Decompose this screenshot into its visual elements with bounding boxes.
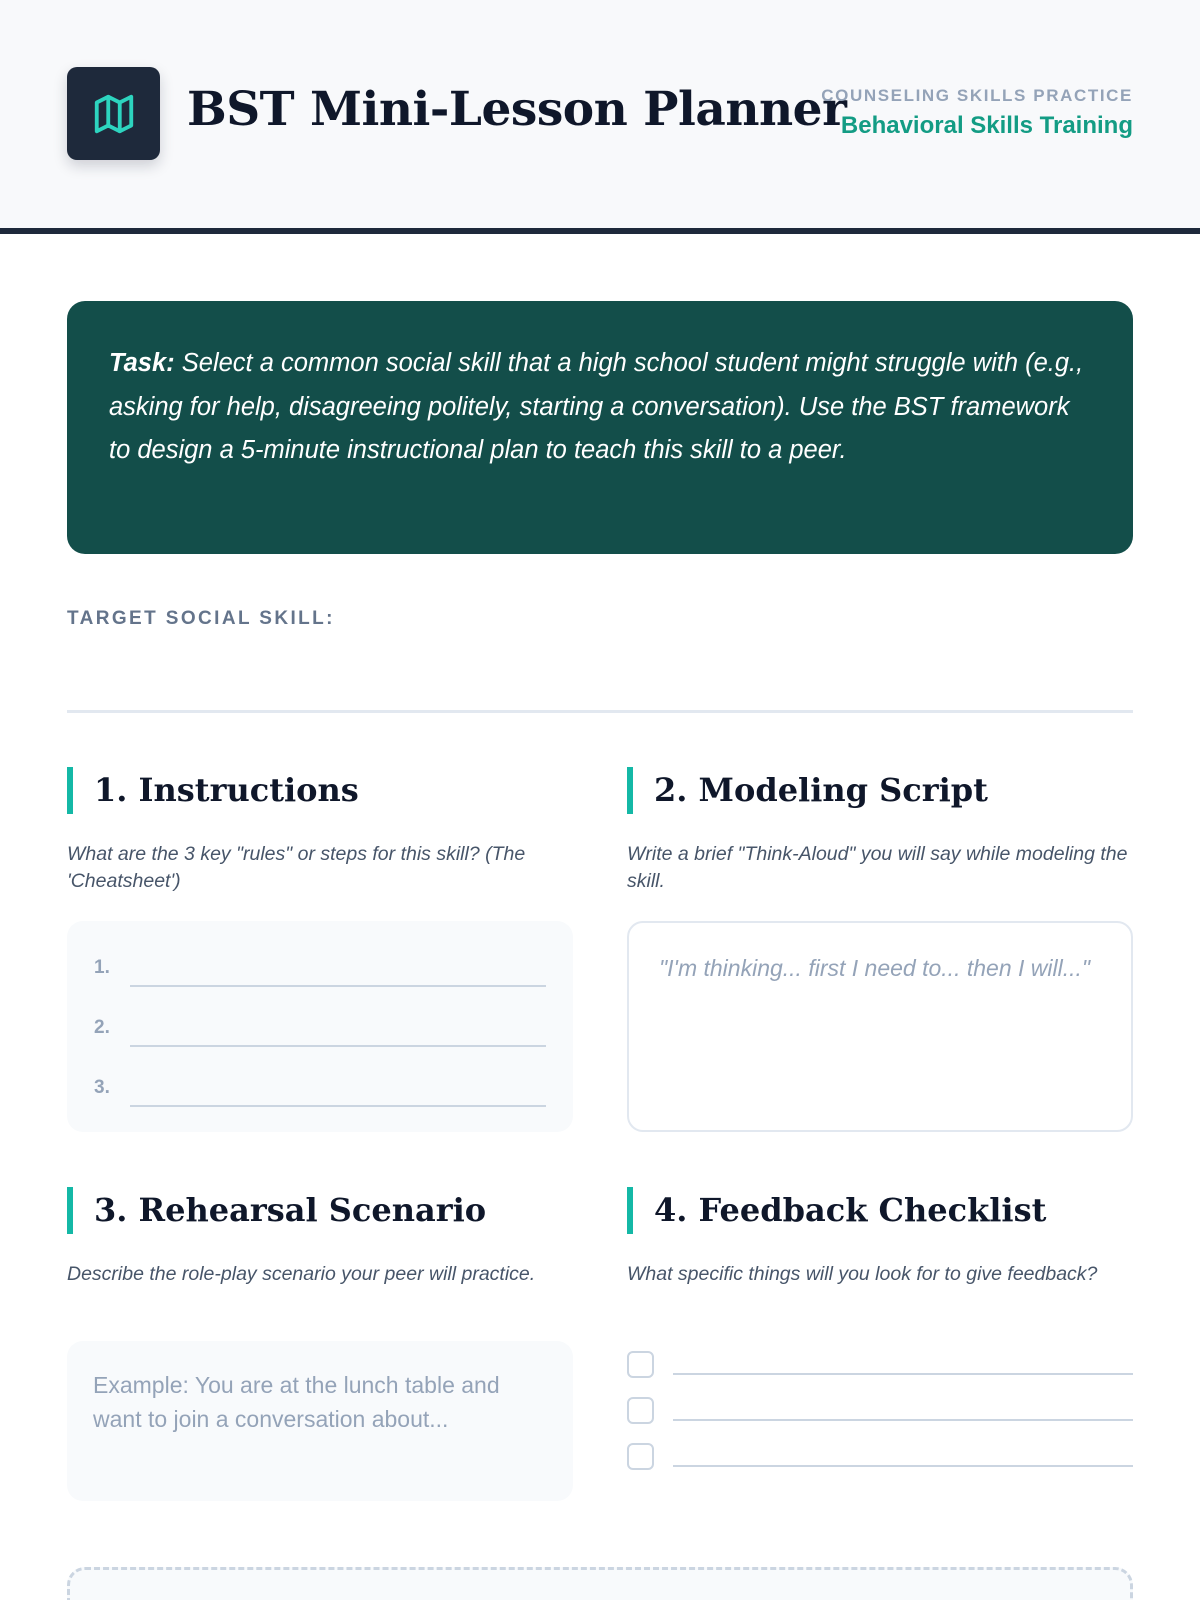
rehearsal-description: Describe the role-play scenario your peer will practice. [67, 1263, 536, 1285]
step-number: 3. [94, 1077, 110, 1098]
notes-area [67, 1567, 1133, 1600]
step-row [94, 987, 546, 1047]
step-number: 1. [94, 957, 110, 978]
step-number: 2. [94, 1017, 110, 1038]
target-skill-input[interactable] [67, 710, 1133, 713]
feedback-title: 4. Feedback Checklist [627, 1187, 1133, 1234]
instructions-steps [67, 921, 573, 1132]
step-input[interactable] [130, 985, 546, 987]
instructions-title: 1. Instructions [67, 767, 573, 814]
rehearsal-section [67, 1187, 573, 1432]
header-meta [821, 86, 1133, 140]
checkbox[interactable] [627, 1351, 654, 1378]
feedback-description: What specific things will you look for to give feedback? [627, 1263, 1098, 1285]
header-kicker: COUNSELING SKILLS PRACTICE [821, 86, 1133, 105]
task-text: Select a common social skill that a high school student might struggle with (e.g., asking for help, disagreeing politely, starting a conversation). Use the BST framework to design a 5-minute instructional plan to teach this skill to a peer. [109, 349, 1084, 464]
map-icon [91, 91, 137, 137]
page-header [0, 0, 1200, 234]
modeling-section [627, 767, 1133, 981]
step-input[interactable] [130, 1105, 546, 1107]
checkbox[interactable] [627, 1443, 654, 1470]
checklist-item [627, 1387, 1133, 1433]
step-row [94, 947, 546, 987]
checklist-input[interactable] [673, 1465, 1133, 1467]
task-callout [67, 301, 1133, 554]
checkbox[interactable] [627, 1397, 654, 1424]
modeling-script-input[interactable]: "I'm thinking... first I need to... then I will..." [627, 921, 1133, 1132]
modeling-title: 2. Modeling Script [627, 767, 1133, 814]
feedback-checklist [627, 1341, 1133, 1479]
rehearsal-scenario-input[interactable]: Example: You are at the lunch table and want to join a conversation about... [67, 1341, 573, 1501]
instructions-description: What are the 3 key "rules" or steps for this skill? (The 'Cheatsheet') [67, 843, 526, 892]
app-logo [67, 67, 160, 160]
modeling-description: Write a brief "Think-Aloud" you will say while modeling the skill. [627, 843, 1128, 892]
instructions-section [67, 767, 573, 1098]
step-input[interactable] [130, 1045, 546, 1047]
header-subtitle: Behavioral Skills Training [840, 112, 1133, 139]
checklist-item [627, 1433, 1133, 1479]
page-title: BST Mini-Lesson Planner [187, 82, 847, 137]
checklist-item [627, 1341, 1133, 1387]
target-skill-label: TARGET SOCIAL SKILL: [67, 608, 335, 629]
checklist-input[interactable] [673, 1419, 1133, 1421]
step-row [94, 1047, 546, 1107]
rehearsal-title: 3. Rehearsal Scenario [67, 1187, 573, 1234]
feedback-section [627, 1187, 1133, 1288]
checklist-input[interactable] [673, 1373, 1133, 1375]
task-label: Task: [109, 349, 175, 377]
